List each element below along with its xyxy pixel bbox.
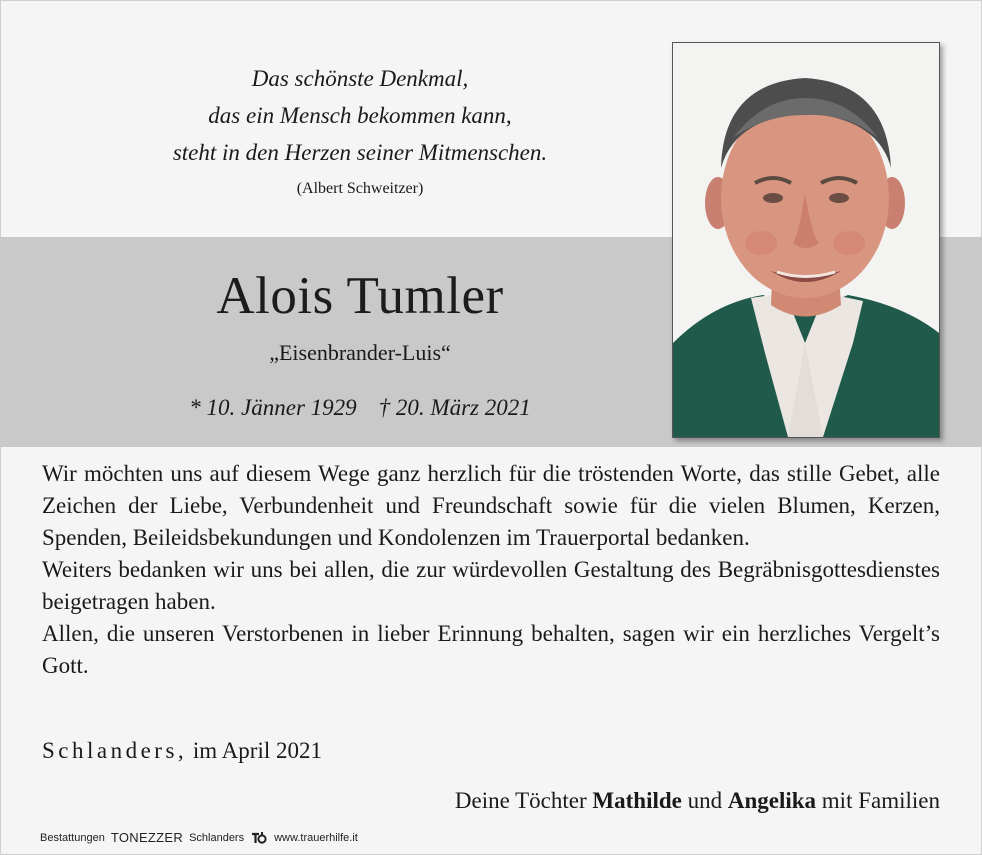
quote-line: das ein Mensch bekommen kann, (208, 103, 512, 128)
thank-you-paragraph: Allen, die unseren Verstorbenen in lieber Erinnung behalten, sagen wir ein herzliches Vergelt’s Gott. (42, 621, 940, 678)
quote-line: Das schönste Denkmal, (251, 66, 469, 91)
thank-you-paragraph: Weiters bedanken wir uns bei allen, die zur würdevollen Gestaltung des Begräbnisgottesdienstes beigetragen haben. (42, 557, 940, 614)
quote-line: steht in den Herzen seiner Mitmenschen. (172, 140, 548, 165)
signature-prefix: Deine Töchter (454, 788, 587, 813)
signature-connector: und (687, 788, 723, 813)
place: Schlanders, (42, 738, 188, 763)
thank-you-paragraph: Wir möchten uns auf diesem Wege ganz herzlich für die tröstenden Worte, das stille Gebet, alle Zeichen der Liebe, Verbundenheit und Freundschaft sowie für die vielen Blumen, Kerzen, Spenden, Beileidsbekundungen und Kondolenzen im Trauerportal bedanken. (42, 461, 940, 550)
footer-website[interactable]: www.trauerhilfe.it (274, 831, 358, 844)
funeral-home-footer (40, 830, 358, 845)
date: im April 2021 (192, 738, 322, 763)
funeral-home-brand: TONEZZER (110, 830, 184, 845)
family-signature (455, 788, 940, 814)
portrait-photo (672, 42, 940, 438)
memorial-quote (40, 60, 680, 171)
trauerhilfe-logo-icon (250, 831, 268, 845)
place-and-date (42, 738, 322, 764)
quote-author: (Albert Schweitzer) (296, 180, 424, 197)
deceased-name: Alois Tumler (216, 267, 504, 325)
footer-prefix: Bestattungen (40, 831, 105, 844)
signature-name: Mathilde (592, 788, 682, 813)
signature-suffix: mit Familien (821, 788, 940, 813)
death-date: † 20. März 2021 (378, 395, 531, 420)
signature-name: Angelika (727, 788, 817, 813)
deceased-nickname: „Eisenbrander-Luis“ (269, 340, 451, 365)
life-dates (0, 395, 720, 421)
portrait-image (673, 43, 939, 437)
footer-location: Schlanders (189, 831, 245, 844)
birth-date: * 10. Jänner 1929 (189, 395, 357, 420)
thank-you-text (42, 458, 940, 682)
